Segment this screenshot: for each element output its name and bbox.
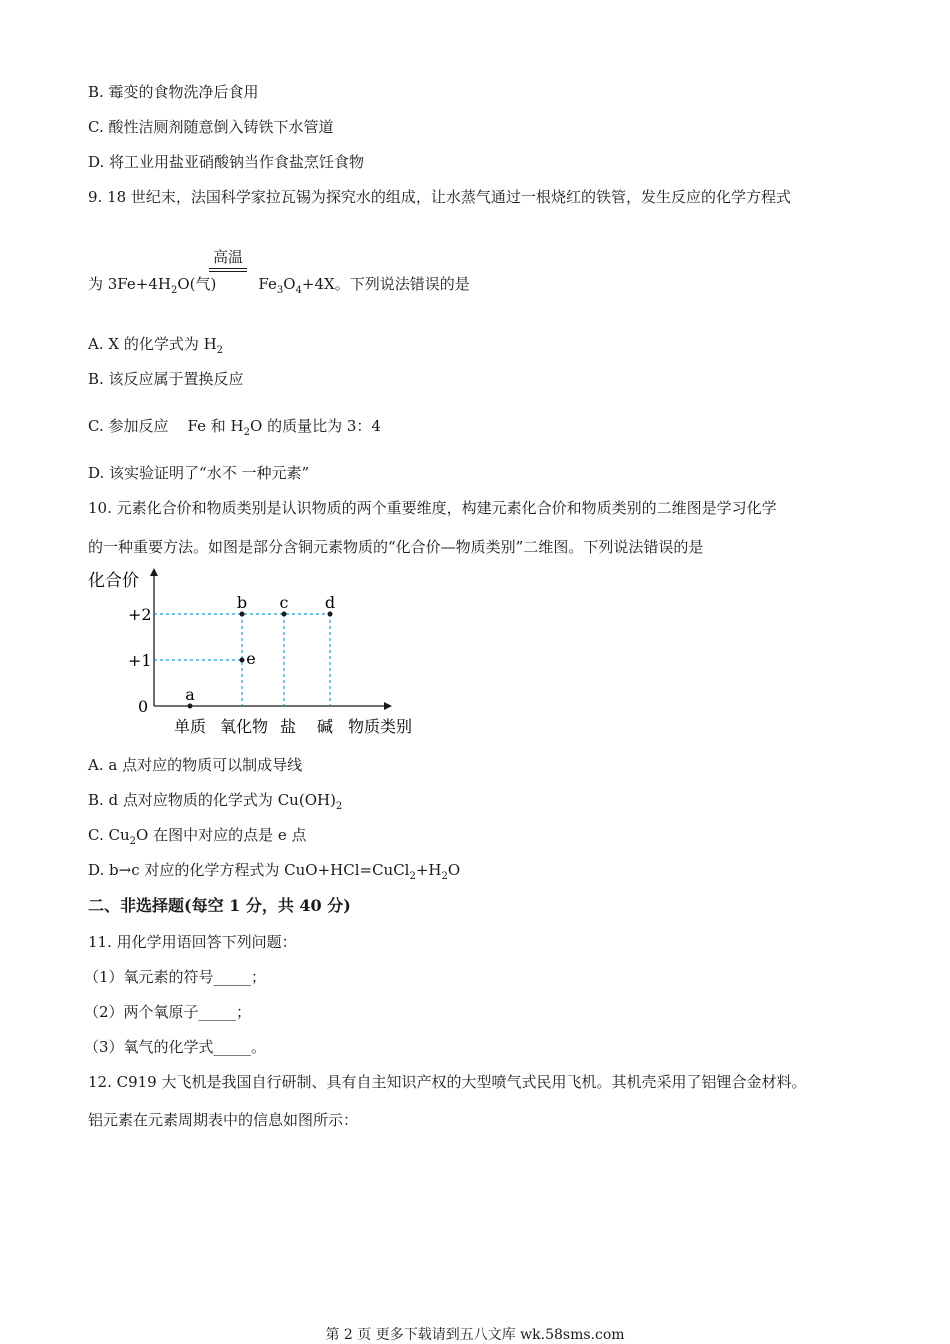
point-label: b — [236, 593, 248, 612]
data-point — [328, 612, 333, 617]
point-label: d — [324, 593, 336, 612]
reaction-condition — [209, 248, 247, 272]
y-axis-label: 化合价 — [88, 571, 139, 591]
q10-option-b: B. d 点对应物质的化学式为 $Cu(OH)_2$ — [88, 791, 343, 812]
data-point — [282, 612, 287, 617]
q10-stem-line2: 的一种重要方法。如图是部分含铜元素物质的“化合价—物质类别”二维图。下列说法错误的是 — [88, 538, 704, 556]
x-tick-label: 碱 — [316, 717, 334, 736]
q10-option-a: A. a 点对应的物质可以制成导线 — [88, 756, 303, 774]
x-tick-label: 氧化物 — [219, 717, 269, 736]
q8-option-d: D. 将工业用盐亚硝酸钠当作食盐烹饪食物 — [88, 153, 365, 171]
y-axis-arrow-icon — [150, 568, 158, 576]
q11-part-3: （3）氧气的化学式_____。 — [84, 1038, 267, 1056]
q10-stem-line1: 10. 元素化合价和物质类别是认识物质的两个重要维度，构建元素化合价和物质类别的二维图是学习化学 — [88, 499, 777, 517]
q8-option-c: C. 酸性洁厕剂随意倒入铸铁下水管道 — [88, 118, 334, 136]
q9-option-c: C. 参加反应 Fe 和 $H_2O$ 的质量比为 3：4 — [88, 417, 381, 438]
q10-option-d: D. b→c 对应的化学方程式为 $CuO+HCl=CuCl_2+H_2O$ — [88, 861, 461, 882]
y-tick-label: +1 — [128, 651, 152, 670]
q11-stem: 11. 用化学用语回答下列问题： — [88, 933, 297, 951]
x-axis-label: 物质类别 — [348, 717, 413, 736]
q12-stem-line2: 铝元素在元素周期表中的信息如图所示： — [88, 1111, 359, 1129]
x-tick-label: 盐 — [279, 717, 297, 736]
q11-part-2: （2）两个氧原子_____； — [84, 1003, 252, 1021]
q8-option-b: B. 霉变的食物洗净后食用 — [88, 83, 259, 101]
page-footer: 第 2 页 更多下载请到五八文库 wk.58sms.com — [325, 1327, 625, 1343]
data-point — [240, 658, 245, 663]
q9-option-b: B. 该反应属于置换反应 — [88, 370, 244, 388]
q9-option-a: A. X 的化学式为 $H_2$ — [88, 335, 224, 356]
y-tick-label: 0 — [138, 697, 149, 716]
q11-part-1: （1）氧元素的符号_____； — [84, 968, 267, 986]
point-label: a — [185, 685, 195, 704]
q12-stem-line1: 12. C919 大飞机是我国自行研制、具有自主知识产权的大型喷气式民用飞机。其机壳采用了铝锂合金材料。 — [88, 1073, 807, 1091]
valence-category-chart — [84, 562, 444, 742]
x-axis-arrow-icon — [384, 702, 392, 710]
x-tick-label: 单质 — [173, 717, 207, 736]
q9-option-d: D. 该实验证明了“水不 一种元素” — [88, 464, 310, 482]
q9-stem: 9. 18 世纪末，法国科学家拉瓦锡为探究水的组成，让水蒸气通过一根烧红的铁管，发生反应的化学方程式 — [88, 188, 791, 206]
point-label: e — [246, 649, 256, 668]
q9-equation: 为 $3Fe+4H_2O$(气) $Fe_3O_4+4X$。下列说法错误的是 — [88, 275, 470, 296]
reaction-equals-sign — [209, 268, 247, 272]
point-label: c — [279, 593, 289, 612]
section-title: 二、非选择题(每空 1 分，共 40 分) — [88, 896, 351, 915]
q10-option-c: C. $Cu_2O$ 在图中对应的点是 e 点 — [88, 826, 307, 847]
data-point — [240, 612, 245, 617]
data-point — [188, 704, 193, 709]
reaction-condition-label: 高温 — [212, 248, 243, 266]
y-tick-label: +2 — [128, 605, 152, 624]
